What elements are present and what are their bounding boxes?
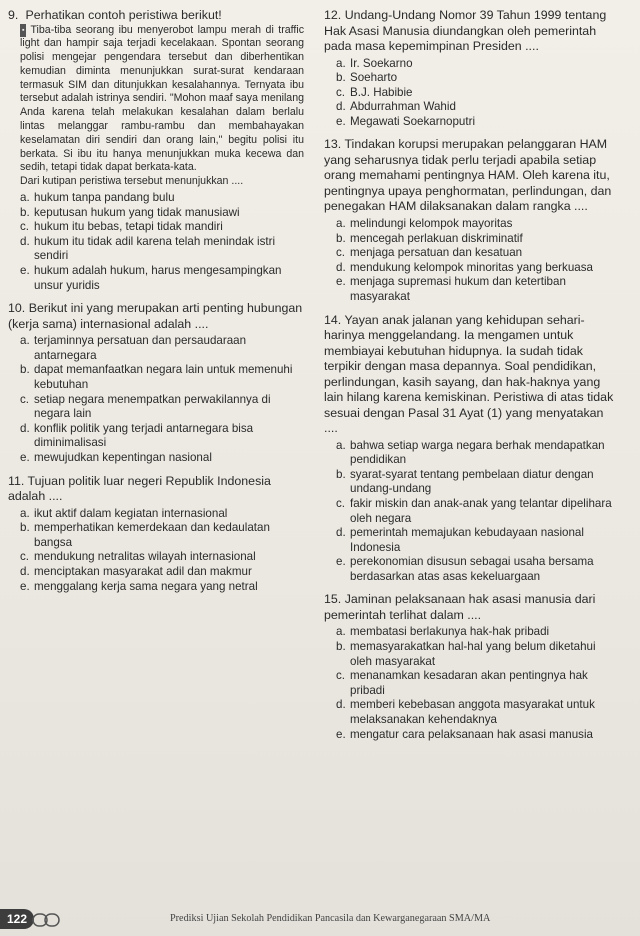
question-13 [324, 137, 620, 304]
option-e[interactable]: e. perekonomian disusun sebagai usaha bersama berdasarkan atas asas kekeluargaan [336, 555, 594, 583]
option-b[interactable]: b. memperhatikan kemerdekaan dan kedaulatan bangsa [20, 521, 270, 549]
option-d[interactable]: d. mendukung kelompok minoritas yang berkuasa [336, 260, 593, 274]
question-10 [8, 301, 304, 465]
option-a[interactable]: a. ikut aktif dalam kegiatan internasional [20, 506, 228, 520]
quote-marker-icon: ▪ [20, 24, 26, 38]
option-b[interactable]: b. Soeharto [336, 71, 398, 85]
question-prompt: Dari kutipan peristiwa tersebut menunjukkan .... [20, 175, 244, 188]
question-9 [8, 8, 304, 293]
option-c[interactable]: c. menjaga persatuan dan kesatuan [336, 246, 523, 260]
left-column [8, 8, 304, 602]
question-15 [324, 592, 620, 742]
case-story: ▪ Tiba-tiba seorang ibu menyerobot lampu merah di traffic light dan hampir saja terjadi kecelakaan. Spontan seorang polisi mengejar pengendara tersebut dan diberhentikan kemudian diminta menunjukkan surat-surat kendaraan termasuk SIM dan ditunjukkan kesalahannya. Ternyata ibu tersebut adalah istrinya sendiri. "Mohon maaf saya menilang Anda karena telah melakukan kesalahan dalam berlalu lintas melanggar rambu-rambu dan membahayakan keselamatan diri sendiri dan orang lain," begitu polisi itu berkata. Si ibu itu hanya menunjukkan muka kecewa dan sedih, tetapi tidak dapat berkata-kata. [20, 23, 304, 174]
question-stem: 11. Tujuan politik luar negeri Republik Indonesia adalah .... [8, 473, 271, 504]
option-d[interactable]: d. konflik politik yang terjadi antarnegara bisa diminimalisasi [20, 421, 254, 450]
option-d[interactable]: d. Abdurrahman Wahid [336, 100, 456, 114]
option-a[interactable]: a. hukum tanpa pandang bulu [20, 191, 175, 205]
option-list [20, 334, 304, 465]
option-c[interactable]: c. setiap negara menempatkan perwakilannya di negara lain [20, 392, 271, 421]
question-stem: 13. Tindakan korupsi merupakan pelanggaran HAM yang seharusnya tidak perlu terjadi apabila setiap orang memahami pentingnya HAM. Oleh karena itu, pentingnya upaya penghormatan, perlindungan, dan penegakan HAM dilaksanakan dalam rangka .... [324, 137, 612, 214]
option-b[interactable]: b. mencegah perlakuan diskriminatif [336, 231, 523, 245]
option-e[interactable]: e. menggalang kerja sama negara yang netral [20, 579, 258, 593]
page-number: 122 [0, 909, 34, 929]
question-number: 11. [8, 473, 25, 488]
option-a[interactable]: a. terjaminnya persatuan dan persaudaraan antarnegara [20, 334, 247, 362]
question-number: 13. [324, 137, 342, 152]
option-d[interactable]: d. pemerintah memajukan kebudayaan nasional Indonesia [336, 526, 584, 554]
question-14 [324, 313, 620, 585]
option-c[interactable]: c. hukum itu bebas, tetapi tidak mandiri [20, 220, 223, 234]
page-footer [0, 904, 640, 936]
option-c[interactable]: c. mendukung netralitas wilayah internasional [20, 550, 256, 564]
question-stem: 12. Undang-Undang Nomor 39 Tahun 1999 tentang Hak Asasi Manusia diundangkan oleh pemerintah pada masa kepemimpinan Presiden .... [324, 8, 607, 53]
option-d[interactable]: d. hukum itu tidak adil karena telah menindak istri sendiri [20, 234, 276, 263]
option-e[interactable]: e. menjaga supremasi hukum dan ketertiban masyarakat [336, 275, 566, 303]
question-11 [8, 474, 304, 595]
option-b[interactable]: b. memasyarakatkan hal-hal yang belum diketahui oleh masyarakat [336, 640, 596, 668]
question-12 [324, 8, 620, 129]
option-c[interactable]: c. fakir miskin dan anak-anak yang telantar dipelihara oleh negara [336, 496, 612, 525]
question-number: 14. [324, 312, 342, 327]
option-b[interactable]: b. dapat memanfaatkan negara lain untuk memenuhi kebutuhan [20, 363, 293, 391]
option-a[interactable]: a. melindungi kelompok mayoritas [336, 216, 513, 230]
option-c[interactable]: c. B.J. Habibie [336, 85, 413, 99]
option-d[interactable]: d. memberi kebebasan anggota masyarakat untuk melaksanakan kehendaknya [336, 698, 595, 727]
question-stem: 14. Yayan anak jalanan yang kehidupan sehari-harinya menggelandang. Ia mengamen untuk membiayai kebutuhan hidupnya. Ia sudah tidak terpikir dengan masa depannya. Soal pendidikan, perlindungan, kasih sayang, dan hak-haknya yang lain hilang karena kemiskinan. Peristiwa di atas tidak sesuai dengan Pasal 31 Ayat (1) yang menyatakan .... [324, 312, 614, 436]
option-list [20, 507, 304, 595]
option-e[interactable]: e. Megawati Soekarnoputri [336, 114, 476, 128]
option-a[interactable]: a. membatasi berlakunya hak-hak pribadi [336, 625, 550, 639]
question-stem: 15. Jaminan pelaksanaan hak asasi manusia dari pemerintah terlihat dalam .... [324, 592, 596, 622]
option-b[interactable]: b. keputusan hukum yang tidak manusiawi [20, 205, 240, 219]
option-e[interactable]: e. mengatur cara pelaksanaan hak asasi manusia [336, 727, 593, 741]
right-column [324, 8, 620, 750]
question-number: 9. [8, 8, 19, 22]
option-e[interactable]: e. mewujudkan kepentingan nasional [20, 450, 212, 464]
question-number: 15. [324, 592, 342, 607]
decorative-rings-icon [32, 912, 68, 928]
option-a[interactable]: a. Ir. Soekarno [336, 56, 413, 70]
question-stem: 10. Berikut ini yang merupakan arti penting hubungan (kerja sama) internasional adalah .... [8, 301, 303, 331]
option-list [336, 439, 620, 585]
option-a[interactable]: a. bahwa setiap warga negara berhak mendapatkan pendidikan [336, 438, 605, 467]
option-list [20, 191, 304, 293]
option-d[interactable]: d. menciptakan masyarakat adil dan makmur [20, 564, 252, 578]
book-title: Prediksi Ujian Sekolah Pendidikan Pancasila dan Kewarganegaraan SMA/MA [170, 913, 491, 924]
question-stem: 9. Perhatikan contoh peristiwa berikut! [8, 8, 222, 22]
option-list [336, 57, 620, 130]
option-c[interactable]: c. menanamkan kesadaran akan pentingnya hak pribadi [336, 669, 588, 697]
option-e[interactable]: e. hukum adalah hukum, harus mengesampingkan unsur yuridis [20, 264, 282, 292]
question-number: 10. [8, 301, 26, 316]
option-list [336, 217, 620, 305]
question-number: 12. [324, 8, 342, 22]
option-b[interactable]: b. syarat-syarat tentang pembelaan diatur dengan undang-undang [336, 467, 594, 496]
option-list [336, 625, 620, 742]
